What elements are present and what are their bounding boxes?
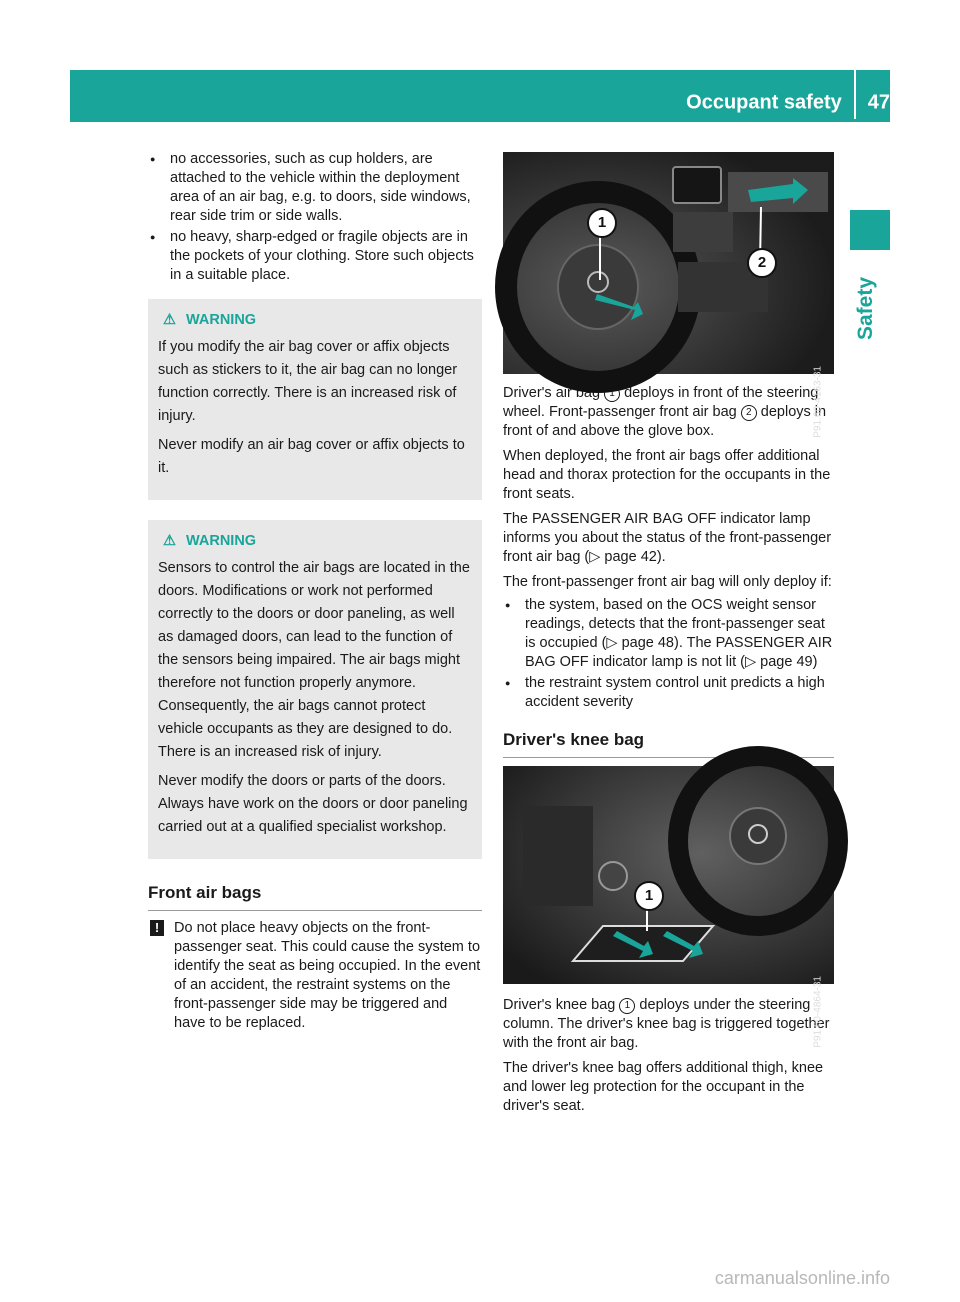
section-heading: Driver's knee bag (503, 730, 834, 758)
bullet-item: ● no accessories, such as cup holders, are attached to the vehicle within the deployment area of an air bag, e.g. to doors, side windows, rear side trim or side walls. (148, 150, 482, 226)
callout-1-icon: 1 (619, 998, 635, 1014)
note (148, 919, 482, 1033)
note-text: Do not place heavy objects on the front-passenger seat. This could cause the system to identify the seat as being occupied. In the event of an accident, the restraint systems on the front-passenger side may be triggered and have to be replaced. (174, 920, 481, 1031)
warning-text: Never modify the doors or parts of the doors. Always have work on the doors or door paneling carried out at a qualified specialist workshop. (158, 773, 468, 835)
paragraph: Driver's knee bag 1 deploys under the steering column. The driver's knee bag is triggered together with the front air bag. (503, 997, 830, 1051)
callout-1-icon: 1 (604, 386, 620, 402)
bullet-item: ● the restraint system control unit predicts a high accident severity (503, 674, 834, 712)
side-tab-label: Safety (854, 276, 877, 340)
right-column (503, 152, 834, 1122)
callout-2-icon: 2 (741, 405, 757, 421)
paragraph: The PASSENGER AIR BAG OFF indicator lamp informs you about the status of the front-passenger front air bag (▷ page 42). (503, 511, 832, 565)
figure-callout: 2 (747, 248, 777, 278)
warning-triangle-icon: ⚠ (163, 312, 176, 328)
warning-heading (158, 311, 472, 330)
bullet-item: ● no heavy, sharp-edged or fragile objects are in the pockets of your clothing. Store such objects in a suitable place. (148, 228, 482, 285)
figure-callout: 1 (634, 881, 664, 911)
warning-text: Sensors to control the air bags are located in the doors. Modifications or work not performed correctly to the doors or door paneling, as well as damaged doors, can lead to the function of the sensors being impaired. The air bags might therefore not function properly anymore. Consequently, the air bags cannot protect vehicle occupants as they are designed to do. There is an increased risk of injury. (158, 560, 470, 760)
section-heading: Front air bags (148, 883, 482, 911)
figure-callout: 1 (587, 208, 617, 238)
warning-title: WARNING (186, 533, 257, 549)
bullet-item: ● the system, based on the OCS weight sensor readings, detects that the front-passenger seat is occupied (▷ page 48). The PASSENGER AIR BAG OFF indicator lamp is not lit (▷ page 49) (503, 596, 834, 672)
dashboard-illustration (503, 152, 834, 374)
side-tab-marker (850, 210, 890, 250)
figure-code: P91.60-4864-31 (813, 976, 824, 1048)
figure-code: P91.60-4163-31 (813, 366, 824, 438)
paragraph: The front-passenger front air bag will only deploy if: (503, 574, 832, 590)
header-divider (854, 67, 856, 119)
paragraph: The driver's knee bag offers additional thigh, knee and lower leg protection for the occupant in the driver's seat. (503, 1060, 824, 1114)
paragraph: Driver's air bag 1 deploys in front of the steering wheel. Front-passenger front air bag 2 deploys in front of and above the glove box. (503, 385, 827, 439)
paragraph: When deployed, the front air bags offer additional head and thorax protection for the occupants in the front seats. (503, 448, 831, 502)
warning-text: If you modify the air bag cover or affix objects such as stickers to it, the air bag can no longer function correctly. There is an increased risk of injury. (158, 339, 458, 424)
warning-box (148, 299, 482, 500)
warning-text: Never modify an air bag cover or affix objects to it. (158, 437, 465, 476)
page-number: 47 (867, 91, 890, 114)
exclamation-icon: ! (150, 920, 164, 936)
warning-title: WARNING (186, 312, 257, 328)
warning-triangle-icon: ⚠ (163, 533, 176, 549)
section-title: Occupant safety (686, 91, 842, 114)
warning-heading (158, 532, 472, 551)
left-column (148, 150, 482, 1033)
warning-box (148, 520, 482, 859)
knee-bag-illustration (503, 766, 834, 984)
header-title (686, 87, 890, 119)
watermark: carmanualsonline.info (714, 1268, 890, 1288)
